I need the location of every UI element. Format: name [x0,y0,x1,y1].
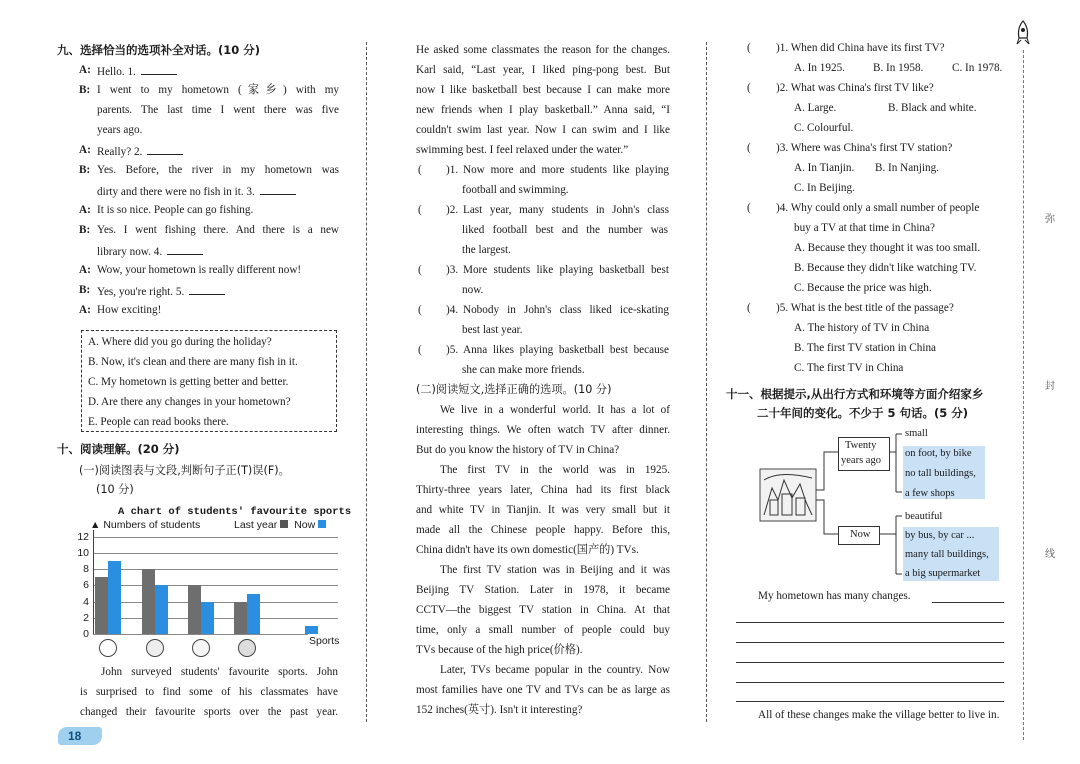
chart-xlabel: Sports [309,635,340,647]
now-item: by bus, by car ... [905,530,975,541]
y-tick-label: 10 [77,547,89,559]
tf-question-line: she can make more friends. [462,364,585,376]
mcq-option: A. In 1925. [794,62,845,74]
dialog-line [97,203,253,217]
passage-line: Beijing TV Station. Later in 1978, it became [416,584,670,596]
passage-line: 152 inches(英寸). Isn't it interesting? [416,704,583,716]
passage-line: made all the Chinese people happy. Before this, [416,524,670,536]
mcq-option: A. In Tianjin. [794,162,855,174]
chart-gridline [93,618,338,619]
tf-question-line: football and swimming. [462,184,569,196]
column-divider-1 [366,42,367,722]
passage-line: time, only a small number of people could buy [416,624,670,636]
margin-char-1: 弥 [1045,214,1055,225]
right-column [720,0,1020,764]
tf-question-line: Anna likes playing basketball best because [463,344,669,356]
middle-column [400,0,700,764]
tf-question-number: )2. [446,204,459,216]
section-11-title-line2: 二十年间的变化。不少于 5 句话。(5 分) [757,406,969,420]
tf-answer-paren: ( [418,164,422,176]
tf-answer-paren: ( [418,304,422,316]
dialog-line [97,103,339,117]
dialog-line [97,123,142,137]
mcq-answer-paren: ( [747,82,751,94]
dialog-text: Really? 2. [97,146,146,158]
mcq-option: A. Because they thought it was too small. [794,242,981,254]
dialog-line [97,223,339,237]
section-11-title: 十一、根据提示,从出行方式和环境等方面介绍家乡 [726,387,984,401]
basketball-icon [146,639,164,657]
writing-line [736,642,1004,643]
mcq-option: C. In 1978. [952,62,1003,74]
bar-swimming-now [305,626,318,634]
chart-title: A chart of students' favourite sports [118,506,352,518]
bar-volleyball-now [201,602,214,634]
mind-map-lines [720,0,1020,764]
tf-answer-paren: ( [418,204,422,216]
dialog-speaker: A: [79,304,91,316]
passage-line: and white TV in Tianjin. It was very small but it [416,504,670,516]
mcq-option: C. In Beijing. [794,182,855,194]
dialog-text: How exciting! [97,304,162,316]
bar-football-last-year [95,577,108,634]
chart-gridline [93,585,338,586]
dialog-text: years ago. [97,124,143,136]
chart-gridline [93,602,338,603]
dialog-text: library now. 4. [97,246,165,258]
dialog-line [97,283,225,299]
dialog-speaker: A: [79,64,91,76]
mcq-answer-paren: ( [747,42,751,54]
legend-now-swatch [318,520,326,528]
page-number: 18 [68,729,82,743]
passage-line: CCTV—the biggest TV station in China. At that [416,604,670,616]
subsection-2-title: (二)阅读短文,选择正确的选项。(10 分) [416,383,612,396]
binding-line [1023,50,1024,740]
passage-line: swimming best. I feel relaxed under the water.” [416,144,629,156]
tf-question-line: best last year. [462,324,523,336]
tf-question-number: )1. [446,164,459,176]
chart-gridline [93,537,338,538]
past-item: a few shops [905,488,955,499]
mcq-option: B. Black and white. [888,102,977,114]
margin-char-2: 封 [1045,381,1055,392]
dialog-line [97,183,296,199]
tf-question-line: Last year, many students in John's class [463,204,669,216]
subsection-1-points: (10 分) [96,483,134,496]
dialog-text: I went to my hometown (家乡) with my [97,84,339,96]
dialog-speaker: B: [79,284,91,296]
passage-line: Later, TVs became popular in the country. Now [440,664,670,676]
passage-line: interesting things. We often watch TV after dinner. [416,424,670,436]
dialog-text: dirty and there were no fish in it. 3. [97,186,258,198]
branch-now [816,500,838,534]
passage-line: is surprised to find some of his classmates have [80,686,338,698]
dialog-speaker: B: [79,84,91,96]
bar-basketball-now [155,585,168,634]
past-label-line1: Twenty [845,440,877,451]
mcq-question: )2. What was China's first TV like? [776,82,934,94]
dialog-text: parents. The last time I went there was five [97,104,339,116]
passage-line: The first TV in the world was in 1925. [440,464,670,476]
bar-volleyball-last-year [188,585,201,634]
y-tick-label: 6 [83,579,89,592]
writing-line [736,701,1004,702]
dialog-line [97,63,177,79]
dialog-speaker: B: [79,224,91,236]
chart-legend [234,518,326,532]
mcq-option: A. Large. [794,102,837,114]
brace-past [890,434,902,492]
chart-ylabel [90,518,200,532]
mcq-option: C. Because the price was high. [794,282,932,294]
past-item: on foot, by bike [905,448,972,459]
tf-question-line: now. [462,284,484,296]
section-10-title: 十、阅读理解。(20 分) [57,442,180,456]
mcq-question: )5. What is the best title of the passage? [776,302,954,314]
bar-football-now [108,561,121,634]
tf-answer-paren: ( [418,344,422,356]
tf-answer-paren: ( [418,264,422,276]
ylabel-arrow: ▲ [90,519,101,531]
subsection-1-title: (一)阅读图表与文段,判断句子正(T)误(F)。 [79,464,290,477]
passage-line: But do you know the history of TV in China? [416,444,620,456]
option-item: B. Now, it's clean and there are many fish in it. [88,356,298,368]
dialog-speaker: A: [79,264,91,276]
writing-line [736,662,1004,663]
now-item: a big supermarket [905,568,981,579]
writing-line [736,622,1004,623]
chart-gridline [93,553,338,554]
chart-gridline [93,569,338,570]
legend-now: Now [294,519,316,531]
passage-line: TVs because of the high price(价格). [416,644,583,656]
bar-ice-skating-now [247,594,260,635]
brace-now [880,516,902,574]
tf-question-number: )3. [446,264,459,276]
left-column [0,0,360,764]
legend-last-year: Last year [234,519,278,531]
option-item: C. My hometown is getting better and better. [88,376,289,388]
football-icon [99,639,117,657]
dialog-line [97,263,301,277]
dialog-line [97,303,161,317]
dialog-text: Hello. 1. [97,66,139,78]
passage-line: now I like basketball best because I can make more [416,84,670,96]
mcq-question: )4. Why could only a small number of people [776,202,980,214]
passage-line: We live in a wonderful world. It has a lot of [440,404,670,416]
mcq-question: )3. Where was China's first TV station? [776,142,953,154]
past-label-line2: years ago [841,455,881,466]
dialog-text: Wow, your hometown is really different now! [97,264,302,276]
option-item: A. Where did you go during the holiday? [88,336,272,348]
y-tick-label: 12 [77,530,89,543]
passage-line: new friends when I play basketball.” Anna said, “I [416,104,670,116]
tf-question-line: Nobody in John's class liked ice-skating [463,304,669,316]
now-item: many tall buildings, [905,549,989,560]
y-tick-label: 2 [83,611,89,624]
branch-past [816,452,838,490]
writing-line-0 [932,602,1004,603]
passage-line: Thirty-three years later, China had its first black [416,484,670,496]
end-sentence: All of these changes make the village better to live in. [758,709,1000,721]
writing-line [736,682,1004,683]
dialog-text: Yes, you're right. 5. [97,286,188,298]
mcq-option: B. In 1958. [873,62,924,74]
y-tick-label: 4 [83,595,89,608]
mcq-answer-paren: ( [747,142,751,154]
passage-line: He asked some classmates the reason for the changes. [416,44,670,56]
y-axis [93,530,94,634]
tf-question-number: )4. [446,304,459,316]
answer-blank[interactable] [260,183,296,195]
chart-gridline [93,634,308,635]
tf-question-line: the largest. [462,244,511,256]
start-sentence: My hometown has many changes. [758,590,911,602]
passage-line: China didn't have its own domestic(国产的) TVs. [416,544,639,556]
ice-skating-icon [238,639,256,657]
mcq-option: C. The first TV in China [794,362,904,374]
mcq-option: A. The history of TV in China [794,322,930,334]
dialog-text: Yes. I went fishing there. And there is a new [97,224,339,236]
y-tick-label: 8 [83,563,89,576]
option-item: D. Are there any changes in your hometown? [88,396,291,408]
legend-last-year-swatch [280,520,288,528]
past-item: no tall buildings, [905,468,976,479]
dialog-line [97,163,339,177]
y-tick-label: 0 [83,628,89,640]
margin-char-3: 线 [1045,549,1055,560]
bar-basketball-last-year [142,569,155,634]
tf-question-line: Now more and more students like playing [463,164,669,176]
passage-line: couldn't swim last year. Now I can swim and I like [416,124,670,136]
dialog-speaker: B: [79,164,91,176]
passage-line: John surveyed students' favourite sports. John [101,666,338,678]
answer-blank[interactable] [147,143,183,155]
answer-blank[interactable] [141,63,177,75]
mcq-question: )1. When did China have its first TV? [776,42,945,54]
mcq-answer-paren: ( [747,302,751,314]
volleyball-icon [192,639,210,657]
rocket-icon [1016,20,1030,46]
passage-line: changed their favourite sports over the past year. [80,706,338,718]
mcq-question-line2: buy a TV at that time in China? [794,222,935,234]
dialog-line [97,243,203,259]
mcq-option: C. Colourful. [794,122,854,134]
answer-blank[interactable] [167,243,203,255]
tf-question-number: )5. [446,344,459,356]
passage-line: most families have one TV and TVs can be as large as [416,684,670,696]
bar-ice-skating-last-year [234,602,247,634]
section-9-title: 九、选择恰当的选项补全对话。(10 分) [57,43,261,57]
now-label: Now [850,529,871,540]
answer-blank[interactable] [189,283,225,295]
dialog-text: Yes. Before, the river in my hometown was [97,164,339,176]
mcq-answer-paren: ( [747,202,751,214]
passage-line: The first TV station was in Beijing and it was [440,564,670,576]
dialog-speaker: A: [79,144,91,156]
mcq-option: B. In Nanjing. [875,162,940,174]
mcq-option: B. Because they didn't like watching TV. [794,262,977,274]
dialog-line [97,83,339,97]
tf-question-line: More students like playing basketball best [463,264,669,276]
ylabel-text: Numbers of students [103,519,201,531]
past-item: small [905,428,928,439]
tf-question-line: liked football best and the number was [462,224,668,236]
dialog-text: It is so nice. People can go fishing. [97,204,254,216]
column-divider-2 [706,42,707,722]
mcq-option: B. The first TV station in China [794,342,937,354]
option-item: E. People can read books there. [88,416,229,428]
passage-line: Karl said, “Last year, I liked ping-pong best. But [416,64,670,76]
now-item: beautiful [905,511,943,522]
dialog-line [97,143,183,159]
dialog-speaker: A: [79,204,91,216]
